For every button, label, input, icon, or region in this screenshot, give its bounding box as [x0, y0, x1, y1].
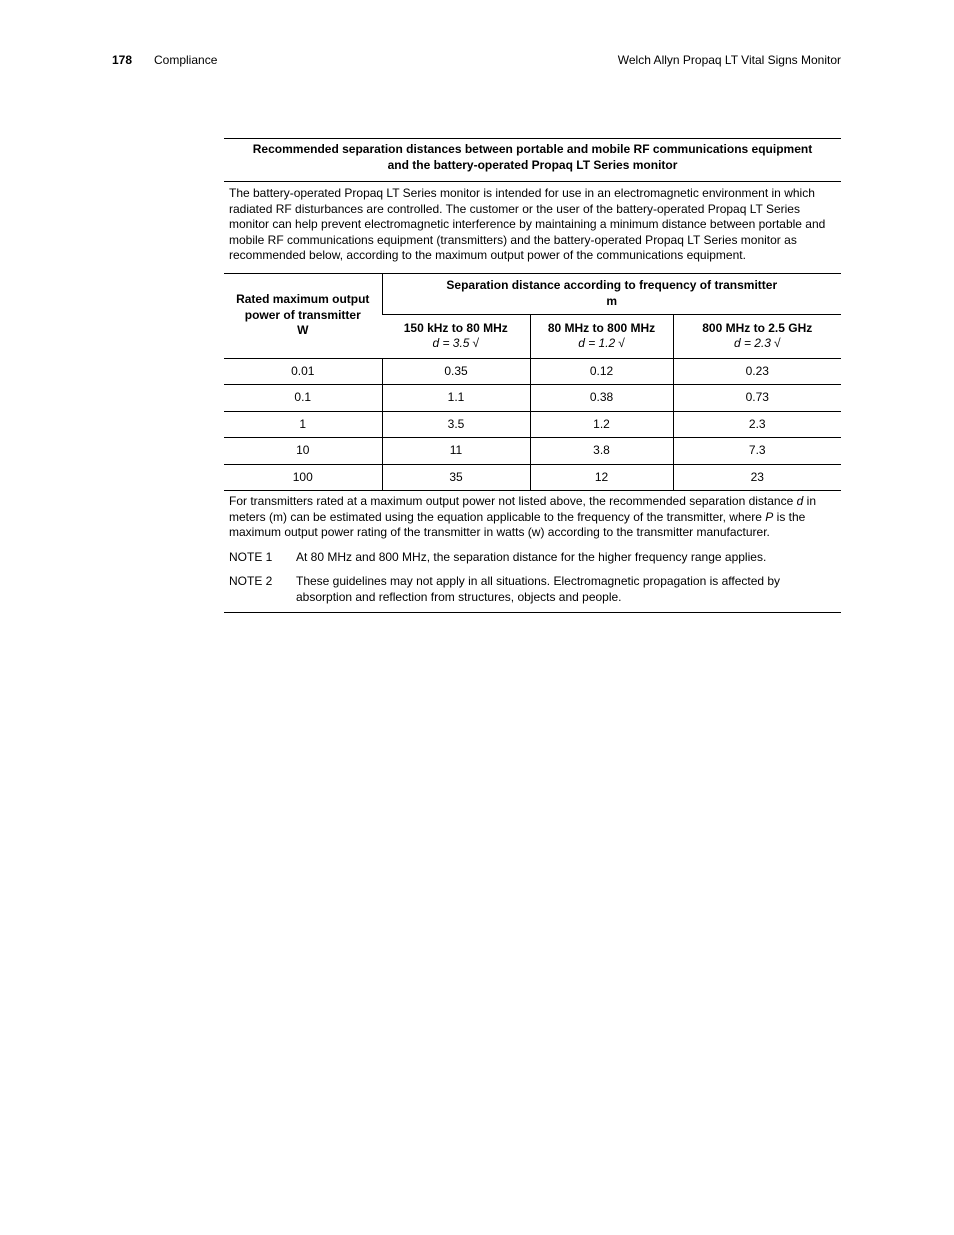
table-intro-text: The battery-operated Propaq LT Series monitor is intended for use in an electromagnetic environment in which radiated RF disturbances are controlled. The customer or the user of the battery-operated Propaq LT Series monitor can help prevent electromagnetic interference by maintaining a minimum distance between portable and mobile RF communications equipment (transmitters) and the battery-operated Propaq LT Series monitor as recommended below, according to the maximum output power of the communications equipment.: [224, 182, 841, 274]
table-row: 1 3.5 1.2 2.3: [224, 411, 841, 438]
square-root-icon: √: [472, 336, 480, 351]
square-root-icon: √: [618, 336, 625, 351]
table-row: 10 11 3.8 7.3: [224, 438, 841, 465]
section-name: Compliance: [154, 53, 218, 67]
table-title: [224, 139, 841, 182]
distance-grid: [224, 274, 841, 492]
table-title-line-2: and the battery-operated Propaq LT Series monitor: [387, 157, 678, 172]
table-row: 0.1 1.1 0.38 0.73: [224, 385, 841, 412]
document-title: Welch Allyn Propaq LT Vital Signs Monitor: [617, 53, 841, 67]
table-title-line-1: Recommended separation distances between portable and mobile RF communications equipment: [252, 142, 813, 156]
note-1: NOTE 1 At 80 MHz and 800 MHz, the separation distance for the higher frequency range applies.: [229, 549, 767, 564]
footnote-text: For transmitters rated at a maximum output power not listed above, the recommended separation distance d in meters (m) can be estimated using the equation applicable to the frequency of the transmitter, where P is the maximum output power rating of the transmitter in watts (w) according to the transmitter manufacturer.: [229, 494, 816, 539]
table-row: 100 35 12 23: [224, 464, 841, 491]
table-footnotes: [224, 491, 841, 605]
column-header-power: Rated maximum output power of transmitter W: [224, 274, 382, 359]
column-header-separation: Separation distance according to frequency of transmitter m: [382, 274, 841, 315]
page-header: [112, 52, 841, 68]
table-row: 0.01 0.35 0.12 0.23: [224, 358, 841, 385]
separation-distance-table: [224, 138, 841, 613]
band-header-1: 150 kHz to 80 MHz d = 3.5 √: [382, 315, 530, 358]
page-number: 178: [112, 53, 133, 67]
note-2: NOTE 2 These guidelines may not apply in all situations. Electromagnetic propagation is affected by absorption and reflection from structures, objects and people.: [229, 574, 781, 604]
band-header-3: 800 MHz to 2.5 GHz d = 2.3 √: [673, 315, 841, 358]
square-root-icon: √: [773, 336, 781, 351]
band-header-2: 80 MHz to 800 MHz d = 1.2 √: [530, 315, 673, 358]
